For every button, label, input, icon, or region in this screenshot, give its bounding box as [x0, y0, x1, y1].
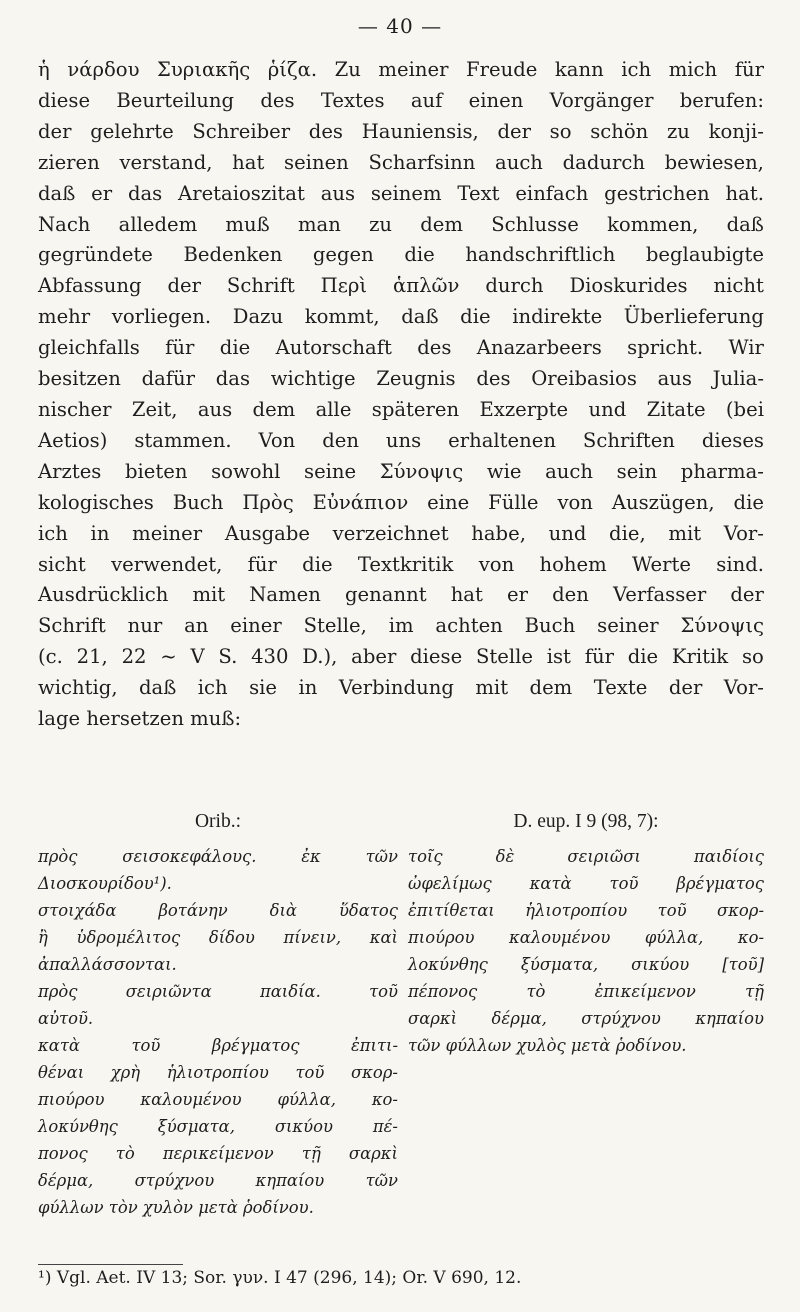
- text-line: ἡ νάρδου Συριακῆς ῥίζα. Zu meiner Freude kann ich mich für: [38, 58, 764, 81]
- greek-line: πιούρου καλουμένου φύλλα, κο-: [38, 1090, 398, 1109]
- greek-line: αὐτοῦ.: [38, 1009, 94, 1028]
- text-line: mehr vorliegen. Dazu kommt, daß die indirekte Überlieferung: [38, 305, 764, 329]
- greek-line: ὠφελίμως κατὰ τοῦ βρέγματος: [408, 874, 764, 893]
- text-line: Abfassung der Schrift Περὶ ἁπλῶν durch Dioskurides nicht: [38, 274, 764, 298]
- greek-line: ἐπιτίθεται ἡλιοτροπίου τοῦ σκορ-: [408, 901, 764, 920]
- text-line: Aetios) stammen. Von den uns erhaltenen Schriften dieses: [38, 428, 764, 452]
- greek-line: θέναι χρὴ ἡλιοτροπίου τοῦ σκορ-: [38, 1063, 398, 1082]
- text-line: besitzen dafür das wichtige Zeugnis des Oreibasios aus Julia-: [38, 367, 764, 391]
- greek-line: στοιχάδα βοτάνην διὰ ὕδατος: [38, 901, 398, 920]
- greek-line: πονος τὸ περικείμενον τῇ σαρκὶ: [38, 1144, 398, 1163]
- text-line: Nach alledem muß man zu dem Schlusse kommen, daß: [38, 212, 764, 236]
- text-line: (c. 21, 22 ~ V S. 430 D.), aber diese Stelle ist für die Kritik so: [38, 645, 764, 669]
- main-text: [38, 55, 764, 735]
- greek-line: πιούρου καλουμένου φύλλα, κο-: [408, 928, 764, 947]
- greek-line: λοκύνθης ξύσματα, σικύου [τοῦ]: [408, 955, 764, 974]
- greek-line: λοκύνθης ξύσματα, σικύου πέ-: [38, 1117, 398, 1136]
- greek-line: σαρκὶ δέρμα, στρύχνου κηπαίου: [408, 1009, 764, 1028]
- text-line: diese Beurteilung des Textes auf einen Vorgänger berufen:: [38, 88, 764, 112]
- page-number: — 40 —: [357, 14, 443, 38]
- text-line: ich in meiner Ausgabe verzeichnet habe, und die, mit Vor-: [38, 521, 764, 545]
- dioskurides-heading: D. eup. I 9 (98, 7):: [513, 811, 659, 832]
- greek-line: ἀπαλλάσσονται.: [38, 955, 177, 974]
- greek-line: Διοσκουρίδου¹).: [38, 874, 172, 893]
- text-line: wichtig, daß ich sie in Verbindung mit dem Texte der Vor-: [38, 676, 764, 700]
- greek-line: τῶν φύλλων χυλὸς μετὰ ῥοδίνου.: [408, 1036, 687, 1055]
- text-line: nischer Zeit, aus dem alle späteren Exzerpte und Zitate (bei: [38, 397, 764, 421]
- text-line: Ausdrücklich mit Namen genannt hat er den Verfasser der: [38, 583, 764, 607]
- greek-line: κατὰ τοῦ βρέγματος ἐπιτι-: [38, 1036, 398, 1055]
- oribasios-heading: Orib.:: [194, 811, 242, 832]
- greek-line: φύλλων τὸν χυλὸν μετὰ ῥοδίνου.: [38, 1198, 314, 1217]
- text-line: daß er das Aretaioszitat aus seinem Text einfach gestrichen hat.: [38, 181, 764, 205]
- dioskurides-column: [408, 808, 764, 1059]
- greek-line: πέπονος τὸ ἐπικείμενον τῇ: [408, 982, 764, 1001]
- text-line: zieren verstand, hat seinen Scharfsinn auch dadurch bewiesen,: [38, 150, 764, 174]
- oribasios-text: [38, 843, 398, 1221]
- text-line: Schrift nur an einer Stelle, im achten Buch seiner Σύνοψις: [38, 614, 764, 638]
- oribasios-column: [38, 808, 398, 1221]
- greek-line: πρὸς σειριῶντα παιδία. τοῦ: [38, 982, 398, 1001]
- greek-line: δέρμα, στρύχνου κηπαίου τῶν: [38, 1171, 398, 1190]
- text-line: der gelehrte Schreiber des Hauniensis, der so schön zu konji-: [38, 119, 764, 143]
- greek-line: τοῖς δὲ σειριῶσι παιδίοις: [408, 847, 764, 866]
- footnote-rule: [38, 1264, 183, 1265]
- footnote: ¹) Vgl. Aet. IV 13; Sor. γυν. I 47 (296, 14); Or. V 690, 12.: [38, 1268, 522, 1288]
- text-line: sicht verwendet, für die Textkritik von hohem Werte sind.: [38, 552, 764, 576]
- text-line: lage hersetzen muß:: [38, 707, 242, 731]
- text-line: gleichfalls für die Autorschaft des Anazarbeers spricht. Wir: [38, 336, 764, 360]
- greek-line: πρὸς σεισοκεφάλους. ἐκ τῶν: [38, 847, 398, 866]
- dioskurides-text: [408, 843, 764, 1059]
- text-line: gegründete Bedenken gegen die handschriftlich beglaubigte: [38, 243, 764, 267]
- text-line: kologisches Buch Πρὸς Εὐνάπιον eine Fülle von Auszügen, die: [38, 490, 764, 514]
- greek-line: ἢ ὑδρομέλιτος δίδου πίνειν, καὶ: [38, 928, 398, 947]
- text-line: Arztes bieten sowohl seine Σύνοψις wie auch sein pharma-: [38, 459, 764, 483]
